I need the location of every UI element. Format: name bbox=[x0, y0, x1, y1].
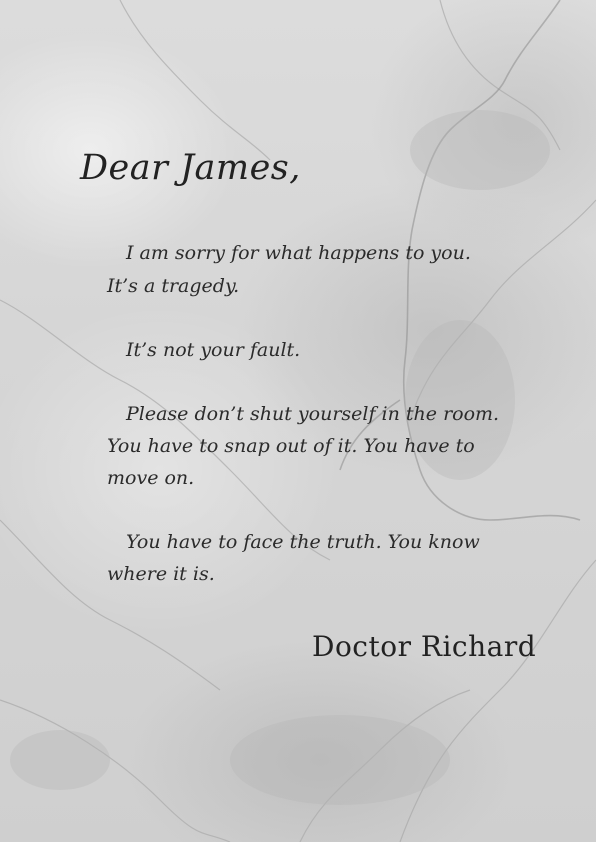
paragraph-2-line-1: It’s not your fault. bbox=[126, 339, 301, 361]
paragraph-3-line-1: Please don’t shut yourself in the room. bbox=[126, 403, 500, 425]
signature: Doctor Richard bbox=[312, 630, 537, 663]
paragraph-1-line-1: I am sorry for what happens to you. bbox=[126, 242, 471, 264]
paragraph-3-line-3: move on. bbox=[107, 467, 195, 489]
paragraph-4-line-2: where it is. bbox=[107, 563, 215, 585]
paragraph-3-line-2: You have to snap out of it. You have to bbox=[107, 435, 475, 457]
paragraph-1-line-2: It’s a tragedy. bbox=[107, 275, 240, 297]
paragraph-4-line-1: You have to face the truth. You know bbox=[126, 531, 480, 553]
salutation: Dear James, bbox=[80, 148, 301, 188]
